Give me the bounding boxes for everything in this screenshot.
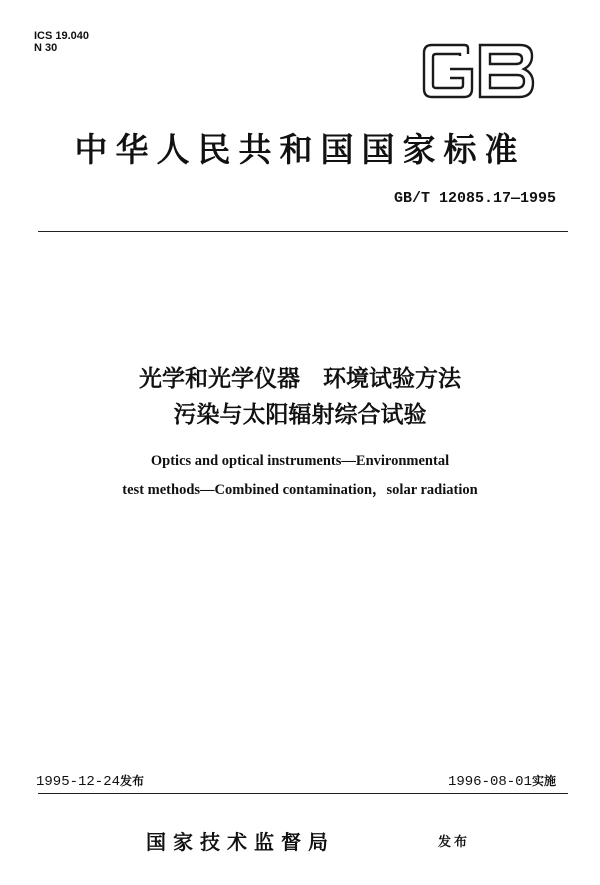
- classification-codes: [34, 30, 89, 54]
- issue-date-value: 1995-12-24: [36, 774, 121, 790]
- title-en-line2: test methods—Combined contamination，solar radiation: [122, 482, 478, 498]
- publish-label: 发布: [438, 835, 471, 850]
- ics-code: ICS 19.040: [34, 30, 90, 42]
- title-en-line1: Optics and optical instruments—Environmental: [150, 453, 450, 469]
- divider-bottom: [38, 793, 568, 794]
- effective-date: [448, 772, 556, 790]
- effective-date-value: 1996-08-01: [447, 774, 532, 790]
- effective-date-suffix: 实施: [531, 774, 556, 788]
- issue-date-suffix: 发布: [120, 774, 145, 788]
- title-cn-line2: 污染与太阳辐射综合试验: [173, 402, 427, 428]
- publishing-agency: 国家技术监督局: [146, 830, 335, 854]
- title-cn-line1: 光学和光学仪器 环境试验方法: [139, 366, 461, 392]
- issue-date: [36, 772, 144, 790]
- issuing-authority-title: 中华人民共和国国家标准: [74, 130, 526, 169]
- gb-standard-logo: [420, 42, 536, 100]
- ccs-code: N 30: [34, 42, 58, 54]
- divider-top: [38, 231, 568, 232]
- standard-number: GB/T 12085.17—1995: [393, 190, 556, 207]
